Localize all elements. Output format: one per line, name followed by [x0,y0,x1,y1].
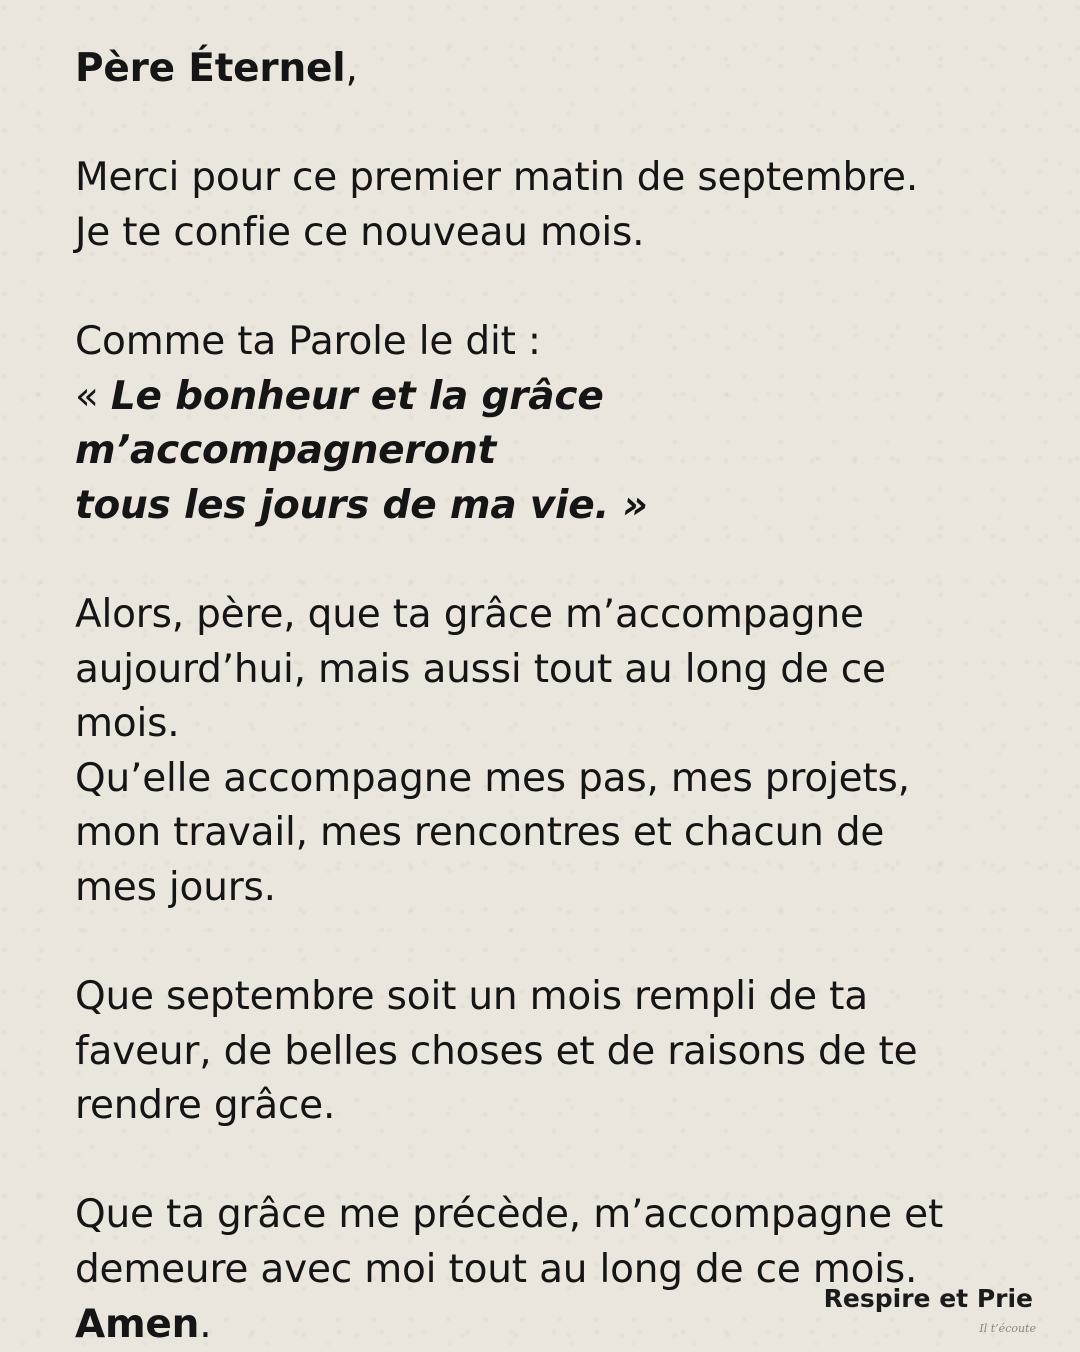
paragraph-gap [75,916,1035,971]
paragraph-gap [75,1134,1035,1189]
para3-line-1: Alors, père, que ta grâce m’accompagne [75,591,864,637]
para3-line-4: Qu’elle accompagne mes pas, mes projets, [75,755,910,801]
salutation-name: Père Éternel [75,46,346,91]
thanks-line-2: Je te confie ce nouveau mois. [75,209,645,255]
paragraph-gap [75,533,1035,588]
para5-line-2: demeure avec moi tout au long de ce mois. [75,1247,918,1293]
para4-line-3: rendre grâce. [75,1083,336,1129]
thanks-line-1: Merci pour ce premier matin de septembre. [75,155,919,201]
paragraph-gap [75,260,1035,315]
para4-line-1: Que septembre soit un mois rempli de ta [75,974,868,1020]
paragraph-gap [75,97,1035,152]
para3-line-2: aujourd’hui, mais aussi tout au long de ce [75,646,886,692]
verse-text-1: Le bonheur et la grâce m’accompagneront [75,373,604,474]
para3-line-5: mon travail, mes rencontres et chacun de [75,810,885,856]
para3-line-3: mois. [75,701,180,747]
signature-mark: Il t’écoute [979,1322,1036,1335]
para4-line-2: faveur, de belles choses et de raisons de te [75,1028,918,1074]
verse-line-1 [75,370,1035,479]
salutation-punct: , [345,46,358,91]
salutation-line [75,42,1035,97]
brand-name: Respire et Prie [823,1284,1033,1313]
para3-line-6: mes jours. [75,864,276,910]
para5-line-1: Que ta grâce me précède, m’accompagne et [75,1192,944,1238]
verse-line-2: tous les jours de ma vie. » [75,482,648,528]
amen-word: Amen [75,1301,200,1347]
verse-open-quote: « [75,373,111,419]
prayer-text [75,42,1035,1352]
word-intro: Comme ta Parole le dit : [75,318,541,364]
amen-punct: . [199,1301,212,1347]
